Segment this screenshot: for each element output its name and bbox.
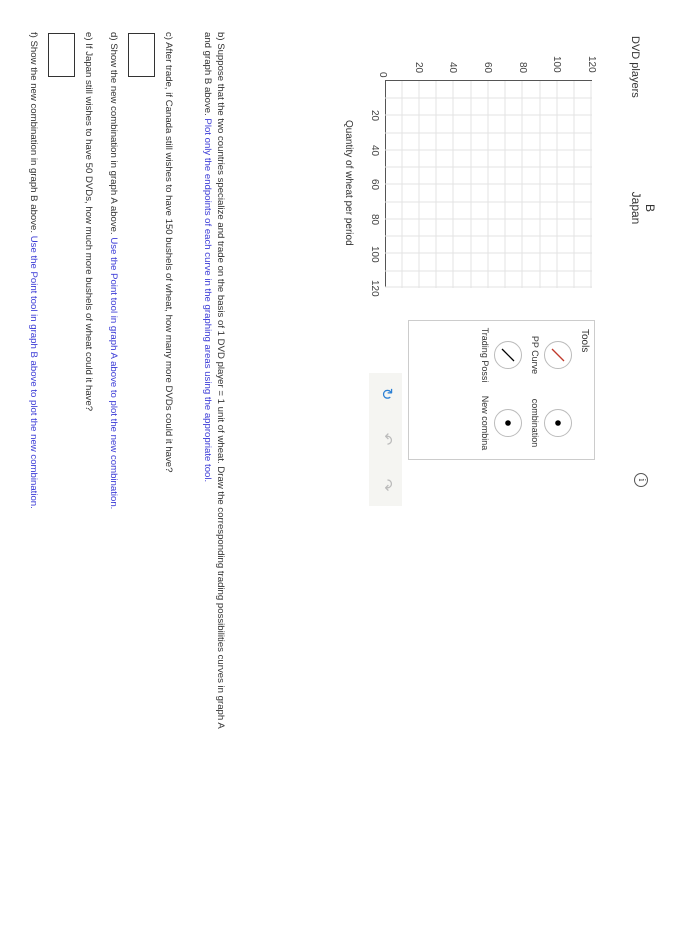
- x-tick: 80: [369, 214, 380, 226]
- grid-lines: [385, 81, 592, 288]
- pp-curve-tool[interactable]: [530, 325, 572, 385]
- question-b: [201, 32, 227, 732]
- y-tick: 80: [517, 62, 528, 74]
- new-combination-tool[interactable]: [480, 393, 522, 453]
- line-tool-icon: [494, 341, 522, 369]
- y-axis-label: DVD players: [629, 36, 641, 98]
- x-tick: 60: [369, 179, 380, 191]
- question-f-instruction: Use the Point tool in graph B above to plot the new combination.: [28, 235, 39, 509]
- graph-title: [629, 178, 657, 238]
- x-tick: 20: [369, 110, 380, 122]
- undo-icon[interactable]: ↶: [378, 432, 395, 446]
- question-b-text: b) Suppose that the two countries specialize and trade on the basis of 1 DVD player = 1 unit of wheat. Draw the corresponding trading possibilities curves in graph A and graph B above.: [202, 32, 226, 729]
- answer-e-input[interactable]: [48, 33, 75, 77]
- y-tick: 100: [551, 56, 562, 73]
- y-tick: 120: [586, 56, 597, 73]
- tool-label: PP Curve: [530, 335, 540, 375]
- info-icon[interactable]: i: [634, 473, 648, 487]
- graph-country: Japan: [629, 191, 643, 225]
- y-tick: 20: [413, 62, 424, 74]
- graph-action-bar: [369, 373, 402, 506]
- x-axis-label: Quantity of wheat per period: [343, 120, 354, 246]
- reset-icon[interactable]: ↻: [378, 387, 395, 401]
- x-tick: 40: [369, 145, 380, 157]
- line-tool-icon: [544, 341, 572, 369]
- question-e-text: e) If Japan still wishes to have 50 DVDs, how much more bushels of wheat could it have?: [83, 32, 94, 412]
- tools-title: Tools: [579, 329, 590, 353]
- tool-label: Trading Possi: [480, 327, 490, 383]
- combination-tool[interactable]: [530, 393, 572, 453]
- graph-letter: B: [643, 203, 657, 212]
- point-tool-icon: [494, 409, 522, 437]
- tool-label: New combina: [480, 395, 490, 451]
- point-tool-icon: [544, 409, 572, 437]
- question-f-text: f) Show the new combination in graph B above.: [28, 32, 39, 234]
- redo-icon[interactable]: ↷: [378, 478, 395, 492]
- question-d-text: d) Show the new combination in graph A above.: [108, 32, 119, 235]
- origin-label: 0: [377, 72, 388, 78]
- question-d-instruction: Use the Point tool in graph A above to plot the new combination.: [108, 237, 119, 510]
- answer-c-input[interactable]: [128, 33, 155, 77]
- tools-panel: [408, 320, 595, 460]
- question-d: [107, 32, 120, 732]
- trading-possibilities-tool[interactable]: [480, 325, 522, 385]
- y-tick: 60: [482, 62, 493, 74]
- question-c-text: c) After trade, if Canada still wishes to have 150 bushels of wheat, how many more DVDs could it have?: [163, 32, 174, 473]
- y-tick: 40: [447, 62, 458, 74]
- question-f: [27, 32, 40, 732]
- tool-label: combination: [530, 398, 540, 448]
- graph-b-plot-area[interactable]: [385, 80, 592, 287]
- x-tick: 100: [369, 246, 380, 263]
- question-b-instruction: Plot only the endpoints of each curve in the graphing areas using the appropriate tool.: [202, 118, 213, 483]
- x-tick: 120: [369, 280, 380, 297]
